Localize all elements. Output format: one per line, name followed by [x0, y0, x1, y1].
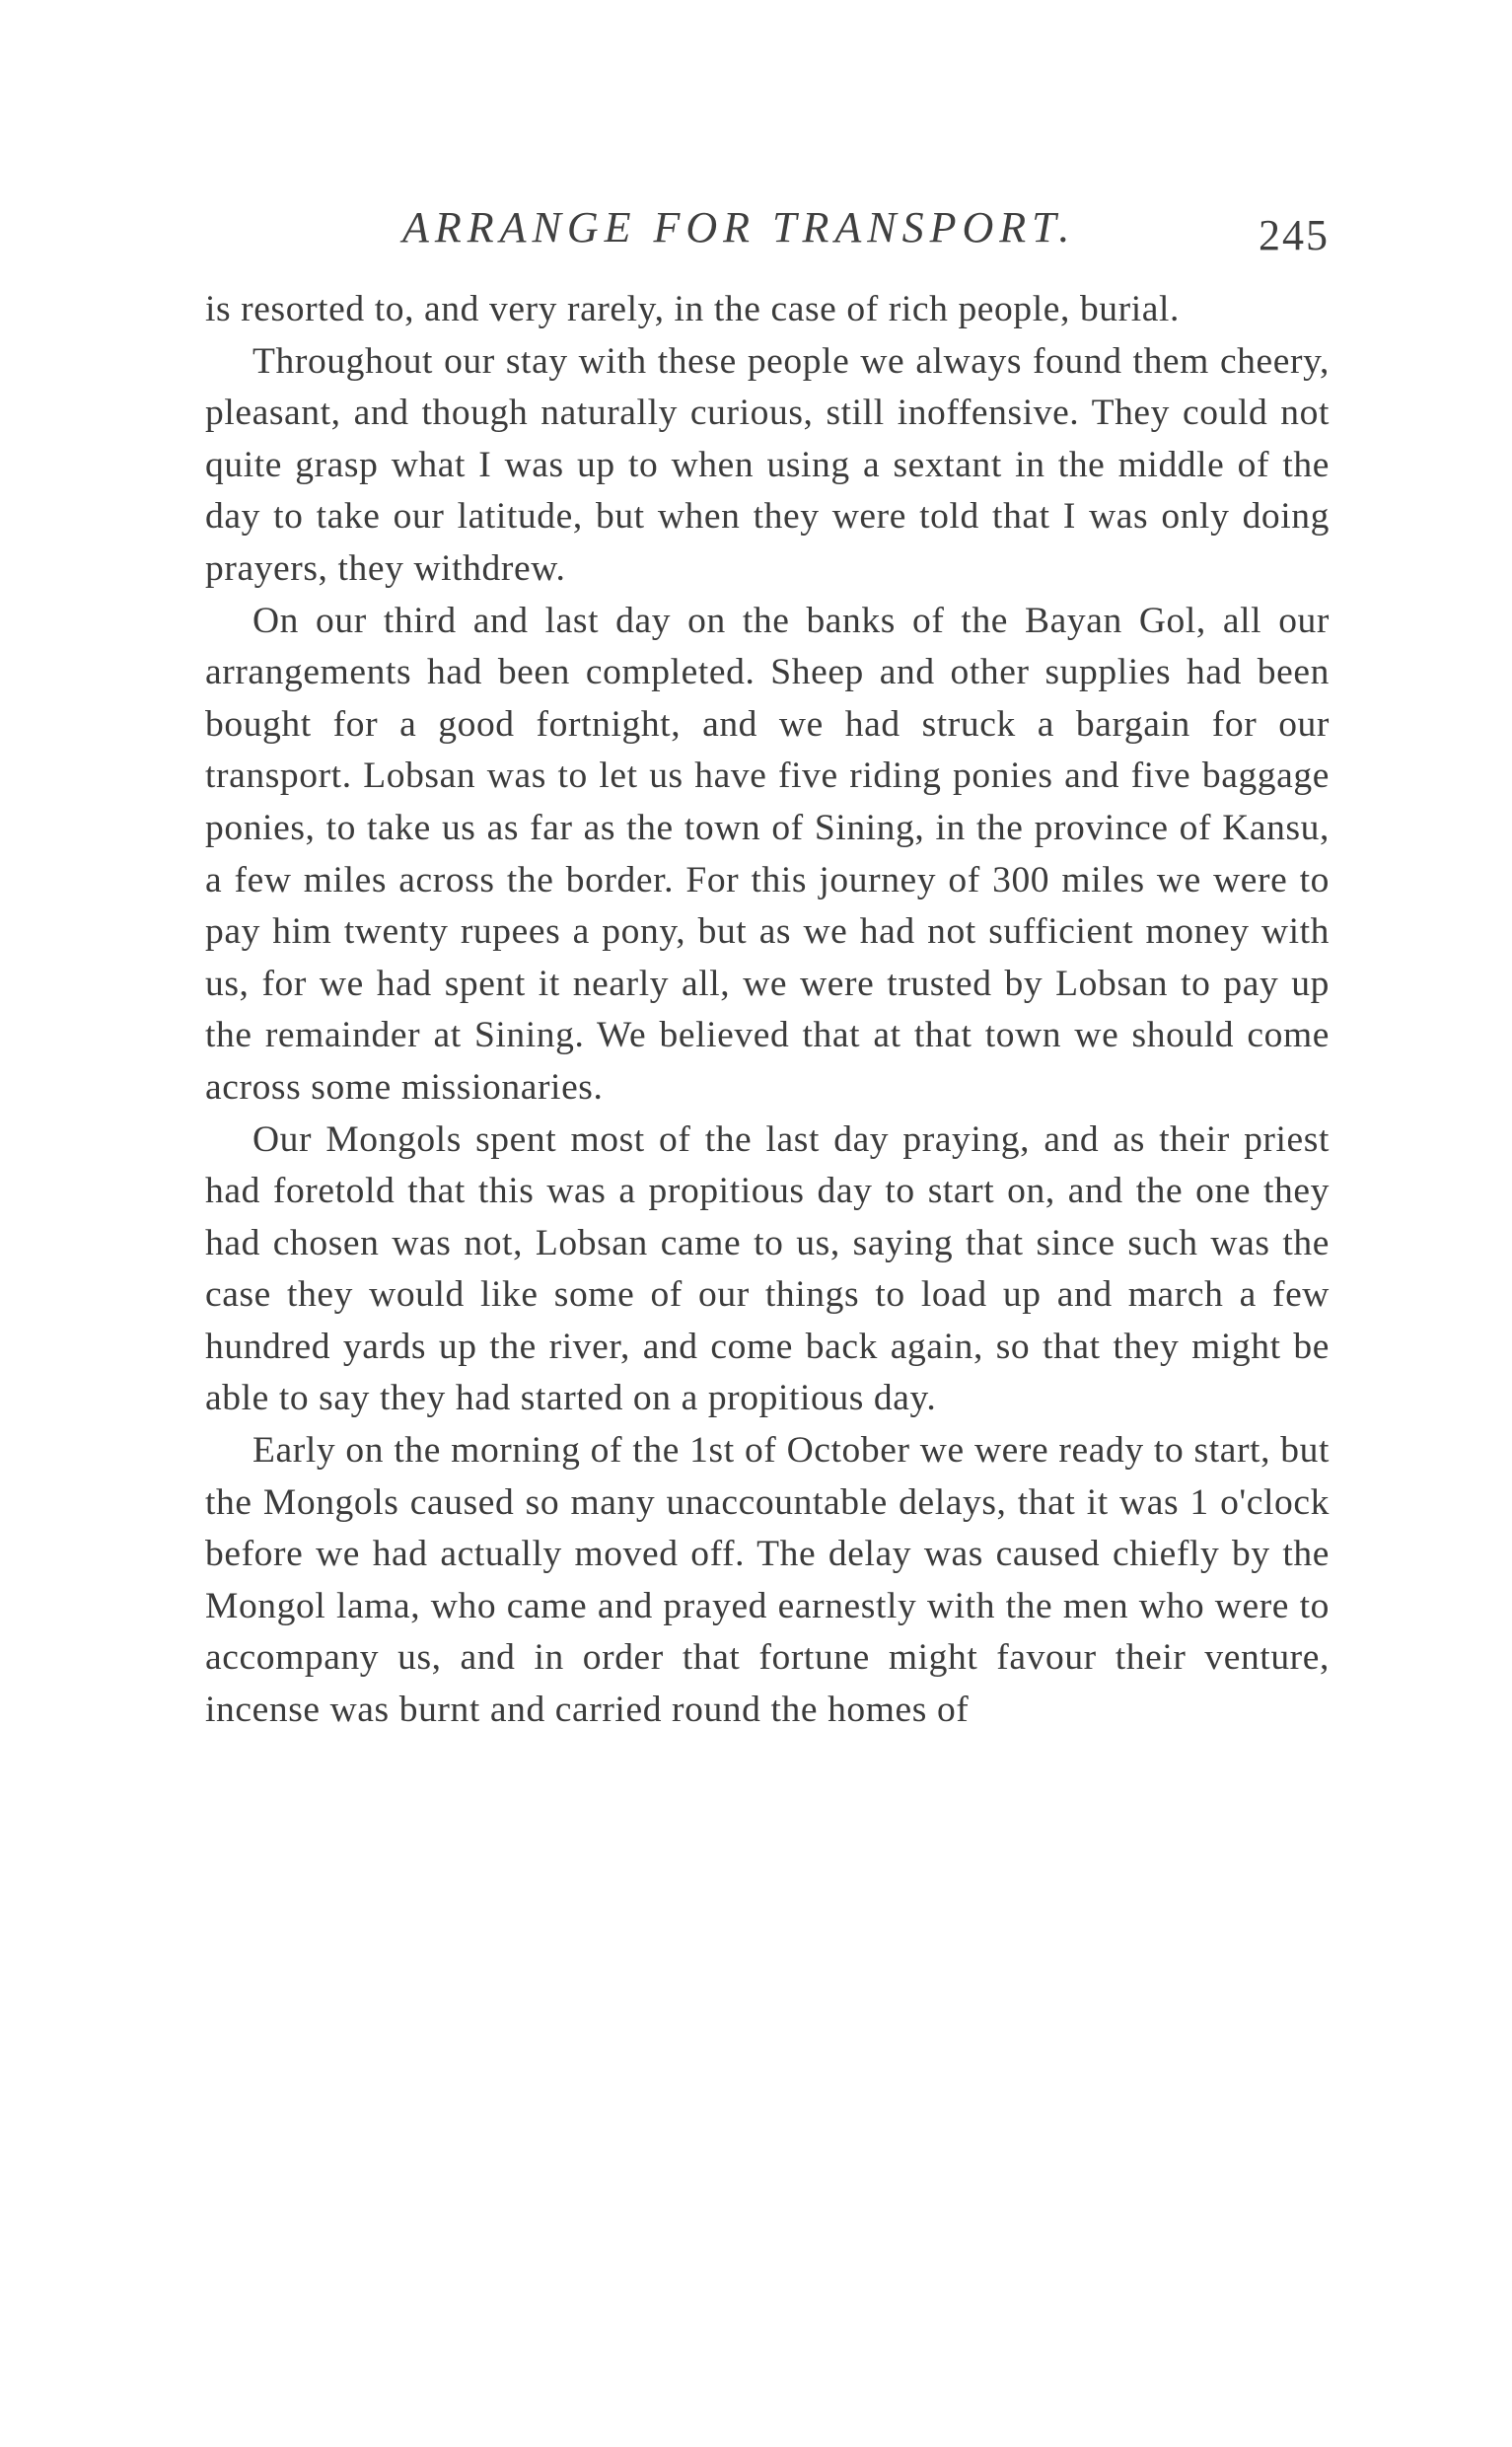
page-number: 245 — [1259, 211, 1330, 259]
paragraph: On our third and last day on the banks of the Bayan Gol, all our arrangements had been completed. Sheep and other supplies had been bought for a good fortnight, and we had struck a bargain for our transport. Lobsan was to let us have five riding ponies and five baggage ponies, to take us as far as the town of Sining, in the province of Kansu, a few miles across the border. For this journey of 300 miles we were to pay him twenty rupees a pony, but as we had not sufficient money with us, for we had spent it nearly all, we were trusted by Lobsan to pay up the remainder at Sining. We believed that at that town we should come across some missionaries. — [205, 600, 1330, 1108]
page-header — [205, 202, 1330, 261]
paragraph-continuation: is resorted to, and very rarely, in the case of rich people, burial. — [205, 289, 1181, 329]
running-title: ARRANGE FOR TRANSPORT. — [402, 203, 1076, 252]
paragraph: Early on the morning of the 1st of October we were ready to start, but the Mongols caused so many unaccountable delays, that it was 1 o'clock before we had actually moved off. The delay was caused chiefly by the Mongol lama, who came and prayed earnestly with the men who were to accompany us, and in order that fortune might favour their venture, incense was burnt and carried round the homes of — [205, 1430, 1330, 1731]
paragraph: Our Mongols spent most of the last day praying, and as their priest had foretold that this was a propitious day to start on, and the one they had chosen was not, Lobsan came to us, saying that since such was the case they would like some of our things to load up and march a few hundred yards up the river, and come back again, so that they might be able to say they had started on a propitious day. — [205, 1118, 1330, 1419]
paragraph: Throughout our stay with these people we always found them cheery, pleasant, and though naturally curious, still inoffensive. They could not quite grasp what I was up to when using a sextant in the middle of the day to take our latitude, but when they were told that I was only doing prayers, they withdrew. — [205, 340, 1330, 589]
body-text — [205, 284, 1330, 1737]
